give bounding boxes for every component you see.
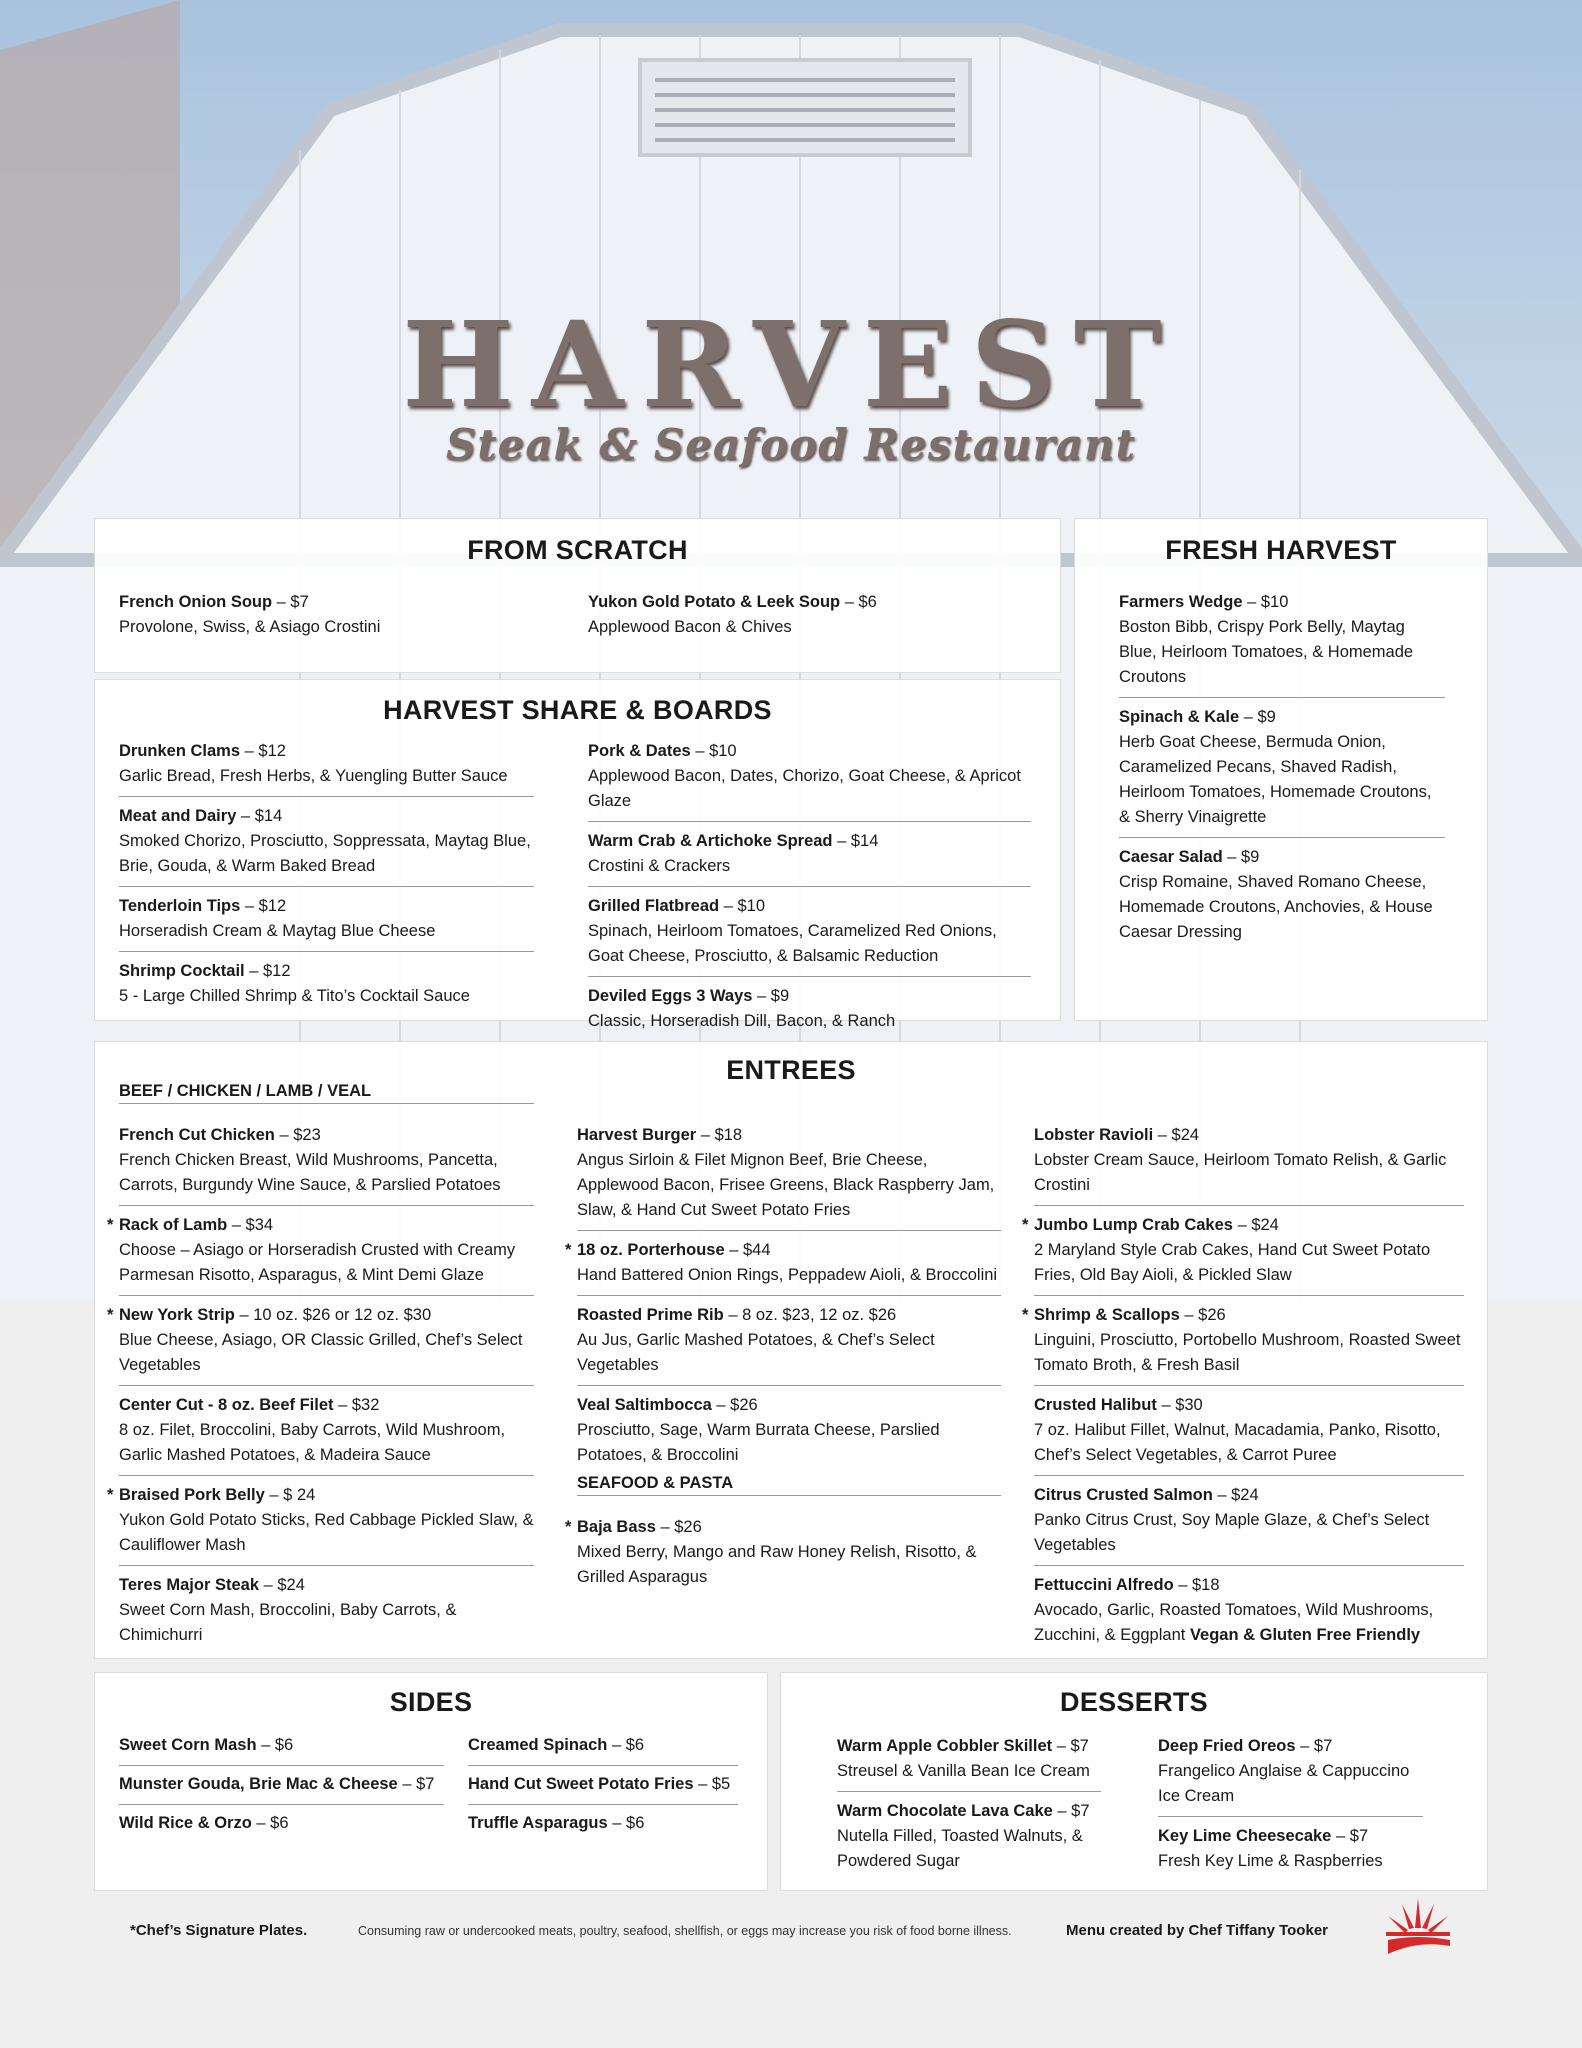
item-price: – $14 [240,807,283,825]
item-price: – $24 [1217,1486,1259,1504]
item-name: Shrimp Cocktail [119,962,245,980]
item-description: Hand Battered Onion Rings, Peppadew Aioli, & Broccolini [577,1266,998,1284]
item-description: 8 oz. Filet, Broccolini, Baby Carrots, Wild Mushroom, Garlic Mashed Potatoes, & Madeira Sauce [119,1421,506,1464]
menu-credit: Menu created by Chef Tiffany Tooker [1066,1922,1328,1939]
entrees-section [94,1041,1488,1659]
item-name: Center Cut - 8 oz. Beef Filet [119,1396,334,1414]
menu-item [1119,583,1445,698]
item-name: Yukon Gold Potato & Leek Soup [588,593,841,611]
item-description: Classic, Horseradish Dill, Bacon, & Ranch [588,1012,896,1030]
item-price: – $26 [660,1518,702,1536]
sides-section [94,1672,768,1891]
item-name: Braised Pork Belly [119,1486,265,1504]
section-title: ENTREES [726,1055,856,1085]
menu-item [588,732,1031,822]
item-description: Crostini & Crackers [588,857,731,875]
item-name: Truffle Asparagus [468,1814,608,1832]
signature-star: * [565,1241,572,1259]
item-price: – $32 [338,1396,380,1414]
item-price: – 10 oz. $26 or 12 oz. $30 [239,1306,432,1324]
subsection-heading: SEAFOOD & PASTA [577,1474,1001,1496]
item-price: – $10 [1247,593,1289,611]
subsection-heading: BEEF / CHICKEN / LAMB / VEAL [119,1082,534,1104]
item-description: Blue Cheese, Asiago, OR Classic Grilled, Chef’s Select Vegetables [119,1331,523,1374]
menu-column [107,1116,534,1655]
item-name: Teres Major Steak [119,1576,260,1594]
item-price: – $7 [276,593,309,611]
menu-item [119,1386,534,1476]
item-name: 18 oz. Porterhouse [577,1241,725,1259]
menu-column [837,1727,1101,1881]
item-description: Provolone, Swiss, & Asiago Crostini [119,618,381,636]
menu-column [1022,1116,1464,1655]
item-price: – $14 [837,832,879,850]
menu-item [119,732,534,797]
item-name: Warm Crab & Artichoke Spread [588,832,833,850]
item-description: 2 Maryland Style Crab Cakes, Hand Cut Sweet Potato Fries, Old Bay Aioli, & Pickled Slaw [1034,1241,1431,1284]
menu-item [107,1296,534,1386]
item-price: – $7 [1056,1737,1089,1755]
restaurant-logo-subtitle: Steak & Seafood Restaurant [446,420,1136,469]
item-name: Shrimp & Scallops [1034,1306,1180,1324]
menu-item [1034,1386,1464,1476]
menu-item [119,952,534,1016]
item-price: – $10 [695,742,737,760]
item-name: Citrus Crusted Salmon [1034,1486,1213,1504]
item-price: – $44 [729,1241,771,1259]
section-title: DESSERTS [1060,1687,1208,1717]
item-description: 7 oz. Halibut Fillet, Walnut, Macadamia, Panko, Risotto, Chef’s Select Vegetables, & Carrot Puree [1034,1421,1441,1464]
signature-star: * [107,1216,114,1234]
harvest-share-section [94,679,1061,1030]
item-name: Warm Apple Cobbler Skillet [837,1737,1053,1755]
menu-item [577,1296,1001,1386]
item-description: Frangelico Anglaise & Cappuccino Ice Cream [1158,1762,1410,1805]
item-name: Caesar Salad [1119,848,1223,866]
menu-item [119,797,534,887]
section-title: SIDES [389,1687,473,1717]
item-name: Baja Bass [577,1518,656,1536]
health-warning: Consuming raw or undercooked meats, poultry, seafood, shellfish, or eggs may increase you risk of food borne illness. [358,1924,1012,1938]
item-price: – $9 [757,987,790,1005]
item-price: – $34 [231,1216,274,1234]
menu-item [119,1766,444,1805]
menu-item [577,1116,1001,1231]
item-price: – $30 [1161,1396,1203,1414]
item-price: – $7 [1300,1737,1333,1755]
item-name: Jumbo Lump Crab Cakes [1034,1216,1233,1234]
restaurant-logo-title: HARVEST [402,295,1180,434]
signature-star: * [107,1306,114,1324]
item-price: – $7 [1335,1827,1369,1845]
from-scratch-section [94,518,1061,673]
menu-item [468,1727,738,1766]
item-price: – $6 [612,1814,645,1832]
item-name: Hand Cut Sweet Potato Fries [468,1775,694,1793]
menu-column [588,583,1028,647]
menu-item [837,1792,1101,1881]
menu-column [565,1508,1001,1597]
menu-item [1119,838,1445,952]
item-description: Fresh Key Lime & Raspberries [1158,1852,1383,1870]
item-price: – $18 [1178,1576,1220,1594]
menu-item [565,1231,1001,1296]
fresh-harvest-section [1074,518,1488,1021]
item-price: – $7 [1057,1802,1090,1820]
menu-item [119,887,534,952]
item-description: Lobster Cream Sauce, Heirloom Tomato Relish, & Garlic Crostini [1034,1151,1447,1194]
item-description: French Chicken Breast, Wild Mushrooms, Pancetta, Carrots, Burgundy Wine Sauce, & Parslied Potatoes [119,1151,501,1194]
item-price: – $5 [698,1775,731,1793]
item-price: – $18 [700,1126,743,1144]
item-name: Fettuccini Alfredo [1034,1576,1174,1594]
item-price: – $26 [1184,1306,1226,1324]
item-name: Tenderloin Tips [119,897,241,915]
item-price: – $6 [611,1736,645,1754]
signature-star: * [107,1486,114,1504]
item-description: Sweet Corn Mash, Broccolini, Baby Carrots, & Chimichurri [119,1601,457,1644]
signature-star: * [1022,1306,1029,1324]
item-name: Roasted Prime Rib [577,1306,724,1324]
item-description: Horseradish Cream & Maytag Blue Cheese [119,922,436,940]
item-description: Avocado, Garlic, Roasted Tomatoes, Wild Mushrooms, Zucchini, & Eggplant Vegan & Gluten Free Friendly [1034,1601,1434,1644]
item-description: Mixed Berry, Mango and Raw Honey Relish, Risotto, & Grilled Asparagus [577,1543,977,1586]
item-price: – $ 24 [269,1486,316,1504]
item-description: Choose – Asiago or Horseradish Crusted with Creamy Parmesan Risotto, Asparagus, & Mint Demi Glaze [119,1241,516,1284]
signature-note: *Chef’s Signature Plates. [130,1922,308,1939]
item-name: Deviled Eggs 3 Ways [588,987,753,1005]
menu-item [588,977,1031,1041]
item-price: – $6 [256,1814,289,1832]
menu-column [119,583,559,647]
menu-item [588,822,1031,887]
item-description: Panko Citrus Crust, Soy Maple Glaze, & Chef’s Select Vegetables [1034,1511,1430,1554]
menu-item [565,1508,1001,1597]
item-description: Au Jus, Garlic Mashed Potatoes, & Chef’s Select Vegetables [577,1331,935,1374]
menu-item [119,1116,534,1206]
item-name: Farmers Wedge [1119,593,1243,611]
item-description: Crisp Romaine, Shaved Romano Cheese, Homemade Croutons, Anchovies, & House Caesar Dressing [1119,873,1433,941]
menu-column [119,1727,444,1843]
item-name: Grilled Flatbread [588,897,720,915]
menu-item [1158,1817,1423,1881]
item-price: – $24 [263,1576,305,1594]
item-name: Munster Gouda, Brie Mac & Cheese [119,1775,398,1793]
menu-item [1034,1116,1464,1206]
item-name: French Cut Chicken [119,1126,275,1144]
dietary-note: Vegan & Gluten Free Friendly [1189,1626,1421,1644]
signature-star: * [1022,1216,1029,1234]
item-name: Wild Rice & Orzo [119,1814,252,1832]
menu-column [588,732,1031,1041]
menu-item [468,1805,738,1843]
item-name: Lobster Ravioli [1034,1126,1154,1144]
menu-item [119,1805,444,1843]
item-name: Deep Fried Oreos [1158,1737,1296,1755]
sunrise-logo-icon [1380,1898,1456,1963]
item-price: – $12 [244,897,287,915]
menu-item [1022,1206,1464,1296]
item-name: Rack of Lamb [119,1216,228,1234]
signature-star: * [565,1518,572,1536]
menu-item [837,1727,1101,1792]
item-name: Sweet Corn Mash [119,1736,257,1754]
menu-item [468,1766,738,1805]
section-title: FRESH HARVEST [1165,535,1397,565]
item-description: Spinach, Heirloom Tomatoes, Caramelized Red Onions, Goat Cheese, Prosciutto, & Balsamic Reduction [588,922,997,965]
item-name: Spinach & Kale [1119,708,1240,726]
item-price: – $24 [1157,1126,1200,1144]
desserts-section [780,1672,1488,1891]
menu-item [1158,1727,1423,1817]
menu-column [119,732,534,1016]
item-description: 5 - Large Chilled Shrimp & Tito’s Cocktail Sauce [119,987,470,1005]
item-name: Pork & Dates [588,742,691,760]
section-title: FROM SCRATCH [467,535,688,565]
item-price: – $7 [402,1775,435,1793]
item-name: Veal Saltimbocca [577,1396,712,1414]
item-price: – $9 [1227,848,1260,866]
item-price: – $23 [279,1126,321,1144]
item-price: – $9 [1243,708,1276,726]
item-description: Herb Goat Cheese, Bermuda Onion, Caramelized Pecans, Shaved Radish, Heirloom Tomatoes, Homemade Croutons, & Sherry Vinaigrette [1119,733,1432,826]
menu-item [107,1206,534,1296]
item-description: Applewood Bacon & Chives [588,618,792,636]
item-price: – $6 [261,1736,294,1754]
menu-item [119,1727,444,1766]
menu-item [1034,1566,1464,1655]
item-name: Crusted Halibut [1034,1396,1157,1414]
item-description: Yukon Gold Potato Sticks, Red Cabbage Pickled Slaw, & Cauliflower Mash [119,1511,534,1554]
section-title: HARVEST SHARE & BOARDS [383,695,772,725]
item-description: Nutella Filled, Toasted Walnuts, & Powdered Sugar [837,1827,1083,1870]
item-price: – $10 [723,897,766,915]
menu-item [577,1386,1001,1475]
menu-item [119,583,559,647]
item-name: New York Strip [119,1306,235,1324]
item-name: Meat and Dairy [119,807,237,825]
menu-column [565,1116,1001,1475]
item-description: Streusel & Vanilla Bean Ice Cream [837,1762,1090,1780]
menu-item [1022,1296,1464,1386]
item-price: – $12 [249,962,291,980]
menu-item [588,583,1028,647]
item-description: Angus Sirloin & Filet Mignon Beef, Brie Cheese, Applewood Bacon, Frisee Greens, Black Raspberry Jam, Slaw, & Hand Cut Sweet Potato Fries [577,1151,995,1219]
menu-item [119,1566,534,1655]
item-name: Harvest Burger [577,1126,697,1144]
item-description: Garlic Bread, Fresh Herbs, & Yuengling Butter Sauce [119,767,508,785]
menu-item [588,887,1031,977]
item-description: Applewood Bacon, Dates, Chorizo, Goat Cheese, & Apricot Glaze [588,767,1021,810]
menu-item [1034,1476,1464,1566]
menu-column [1158,1727,1423,1881]
item-description: Prosciutto, Sage, Warm Burrata Cheese, Parslied Potatoes, & Broccolini [577,1421,940,1464]
item-name: Key Lime Cheesecake [1158,1827,1332,1845]
menu-column [1119,583,1445,952]
menu-column [468,1727,738,1843]
item-price: – 8 oz. $23, 12 oz. $26 [728,1306,897,1324]
item-description: Linguini, Prosciutto, Portobello Mushroom, Roasted Sweet Tomato Broth, & Fresh Basil [1034,1331,1461,1374]
item-description: Smoked Chorizo, Prosciutto, Soppressata, Maytag Blue, Brie, Gouda, & Warm Baked Bread [119,832,531,875]
item-price: – $24 [1237,1216,1279,1234]
item-price: – $6 [844,593,877,611]
item-description: Boston Bibb, Crispy Pork Belly, Maytag Blue, Heirloom Tomatoes, & Homemade Croutons [1119,618,1414,686]
item-name: Warm Chocolate Lava Cake [837,1802,1053,1820]
item-name: Creamed Spinach [468,1736,608,1754]
menu-item [1119,698,1445,838]
item-name: Drunken Clams [119,742,241,760]
menu-item [107,1476,534,1566]
item-price: – $12 [244,742,286,760]
item-price: – $26 [716,1396,758,1414]
item-name: French Onion Soup [119,593,273,611]
